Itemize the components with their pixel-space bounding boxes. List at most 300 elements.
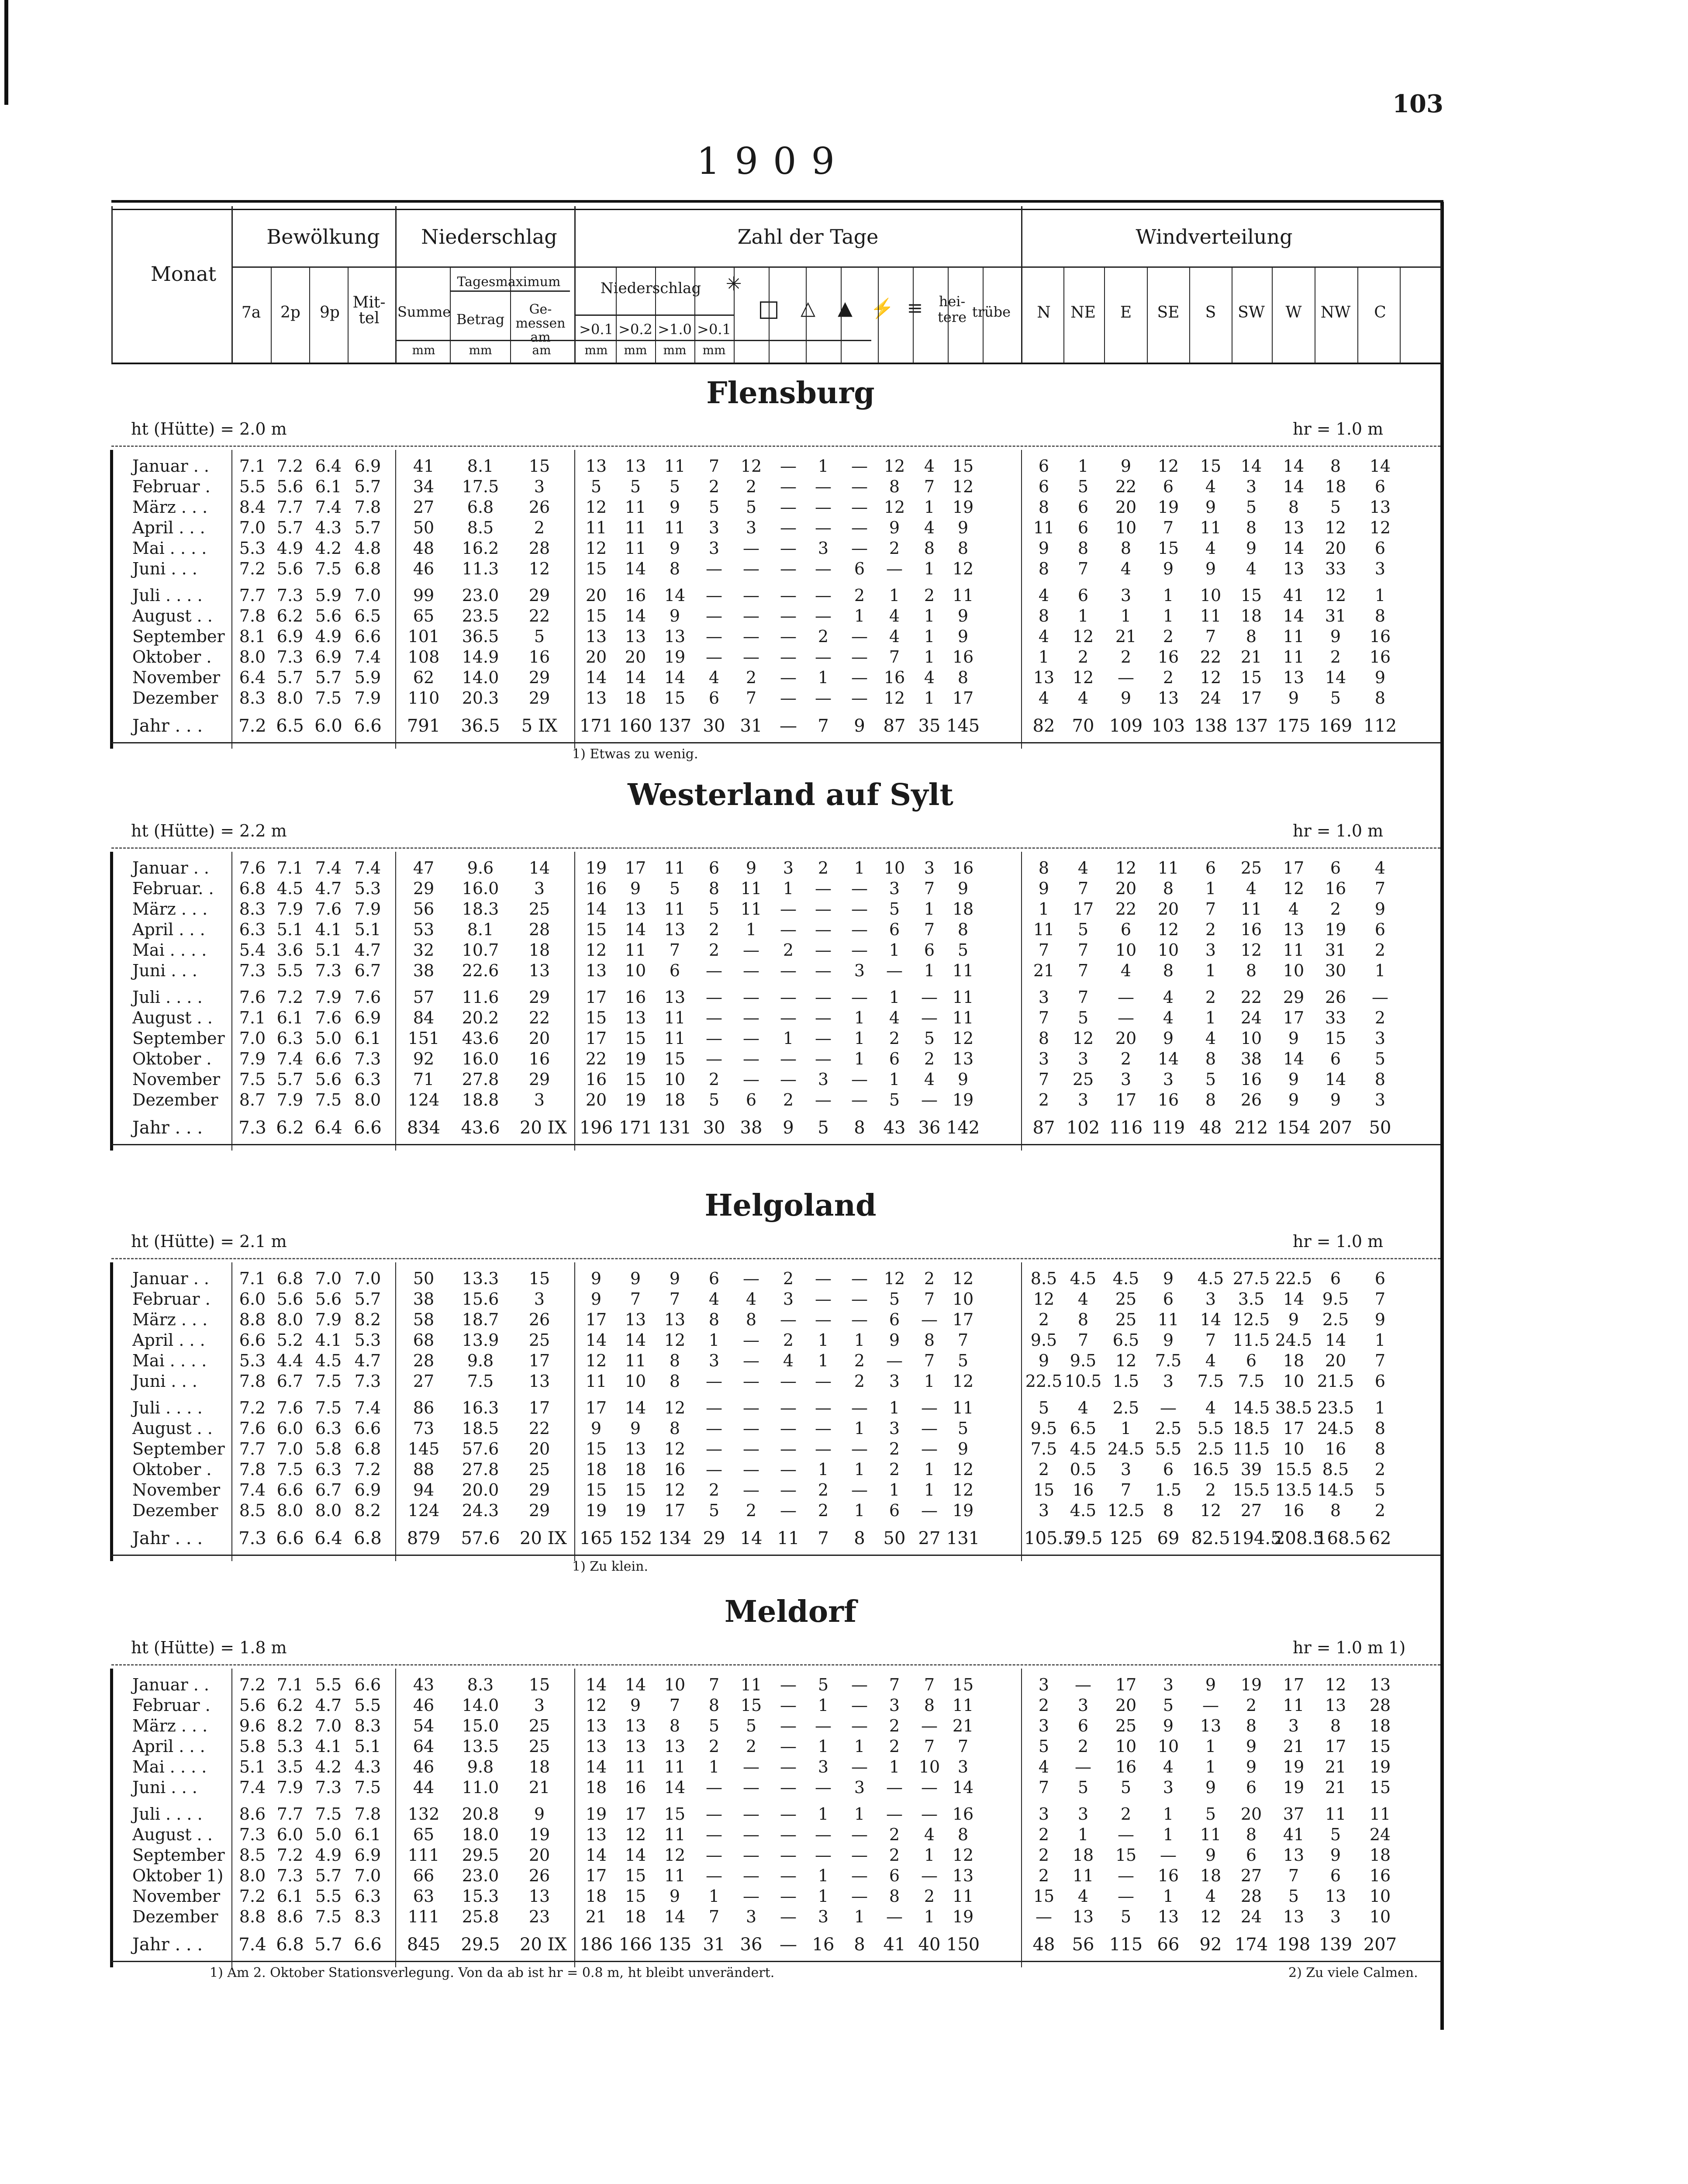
table-cell: 1 — [854, 1419, 865, 1438]
table-cell: 14 — [625, 668, 646, 687]
month-label: Januar . . — [132, 858, 209, 878]
table-cell: 8 — [1077, 1310, 1089, 1329]
table-cell: — — [780, 477, 797, 496]
table-cell: — — [743, 1269, 759, 1288]
year-cell: 87 — [883, 716, 906, 736]
table-cell: 8 — [708, 1310, 720, 1329]
table-cell: 145 — [407, 1439, 440, 1458]
table-cell: 7 — [924, 1351, 935, 1370]
table-cell: 12 — [952, 1480, 974, 1500]
table-cell: — — [780, 1737, 797, 1756]
table-cell: — — [706, 1008, 722, 1027]
table-cell: — — [851, 477, 868, 496]
table-cell: 11 — [952, 1008, 974, 1027]
table-cell: 4 — [708, 1289, 720, 1309]
table-cell: 13 — [1157, 688, 1179, 708]
table-cell: 2 — [889, 1825, 900, 1844]
table-cell: 11 — [952, 1887, 974, 1906]
table-cell: 15 — [585, 559, 607, 578]
table-cell: 8.0 — [239, 1866, 266, 1885]
table-cell: 25 — [1072, 1070, 1094, 1089]
table-cell: 12 — [664, 1845, 686, 1865]
table-cell: 3 — [534, 1696, 545, 1715]
table-cell: 4.2 — [315, 1757, 342, 1776]
table-cell: 5.6 — [315, 1289, 342, 1309]
table-cell: 9 — [1163, 559, 1174, 578]
table-cell: 6 — [889, 1049, 900, 1068]
table-cell: 7.4 — [315, 858, 342, 878]
table-cell: 7.9 — [354, 688, 381, 708]
table-cell: 33 — [1325, 559, 1346, 578]
table-cell: 7.0 — [354, 1866, 381, 1885]
table-cell: 2 — [889, 1845, 900, 1865]
table-cell: — — [851, 1757, 868, 1776]
table-row — [111, 1480, 1440, 1498]
table-cell: 7 — [889, 647, 900, 667]
table-cell: 8 — [1374, 688, 1386, 708]
table-cell: 29 — [528, 1480, 550, 1500]
table-row — [111, 1778, 1440, 1795]
table-cell: 4 — [924, 1070, 935, 1089]
table-cell: 17 — [1072, 899, 1094, 919]
table-cell: 16 — [585, 1070, 607, 1089]
table-cell: — — [780, 1310, 797, 1329]
table-row — [111, 961, 1440, 978]
table-cell: 11.5 — [1232, 1330, 1270, 1350]
table-cell: 1 — [924, 606, 935, 625]
table-cell: 12 — [1200, 1907, 1222, 1926]
table-cell: — — [780, 1845, 797, 1865]
table-cell: 8 — [1330, 1716, 1341, 1735]
table-cell: 8 — [1038, 559, 1049, 578]
station-gauge-height: hr = 1.0 m 1) — [1293, 1638, 1406, 1657]
table-cell: — — [706, 1866, 722, 1885]
table-cell: 15.3 — [462, 1887, 499, 1906]
table-cell: 58 — [413, 1310, 435, 1329]
table-cell: 1 — [924, 961, 935, 980]
header-threshold-rule — [574, 314, 734, 316]
table-cell: 1 — [1038, 647, 1049, 667]
table-cell: 15 — [1325, 1029, 1346, 1048]
header-gemessen: Ge-messen am — [515, 302, 566, 345]
table-cell: — — [886, 559, 903, 578]
year-cell: 154 — [1277, 1118, 1311, 1138]
table-cell: 16 — [528, 647, 550, 667]
year-cell: 92 — [1199, 1935, 1222, 1955]
table-row — [111, 627, 1440, 644]
table-cell: — — [780, 1804, 797, 1824]
table-cell: 12 — [952, 1372, 974, 1391]
table-cell: 22 — [585, 1049, 607, 1068]
table-cell: 19 — [585, 858, 607, 878]
month-label: August . . — [132, 1419, 213, 1438]
year-cell: 29 — [703, 1528, 725, 1548]
year-cell: 207 — [1319, 1118, 1353, 1138]
table-cell: 23 — [528, 1907, 550, 1926]
year-cell: 29.5 — [461, 1935, 500, 1955]
table-cell: 6 — [1330, 1866, 1341, 1885]
table-cell: 6.1 — [276, 1008, 304, 1027]
year-cell: 20 IX — [520, 1935, 567, 1955]
header-minor-divider — [309, 266, 310, 363]
header-minor-divider — [1104, 266, 1105, 363]
table-cell: 2 — [1077, 647, 1089, 667]
header-summe: Summe — [397, 304, 451, 320]
table-cell: 27.8 — [462, 1070, 499, 1089]
table-cell: 2 — [1205, 988, 1216, 1007]
table-cell: 94 — [413, 1480, 435, 1500]
table-cell: 4.1 — [315, 1330, 342, 1350]
table-cell: 3 — [889, 1696, 900, 1715]
year-cell: 105.5 — [1024, 1528, 1074, 1548]
table-cell: 14 — [664, 1907, 686, 1926]
header-unit-t1: mm — [584, 343, 608, 357]
table-cell: 7 — [1077, 940, 1089, 960]
table-cell: 21 — [1325, 1757, 1346, 1776]
month-label: August . . — [132, 1825, 213, 1844]
table-cell: 12 — [952, 559, 974, 578]
month-label: Juni . . . — [132, 1372, 197, 1391]
table-cell: 17 — [585, 1029, 607, 1048]
table-cell: 7 — [1038, 1008, 1049, 1027]
table-cell: 4 — [1246, 559, 1257, 578]
table-cell: 5.7 — [315, 1866, 342, 1885]
table-cell: 25 — [528, 899, 550, 919]
table-cell: 4.5 — [276, 879, 304, 898]
table-cell: 3 — [818, 1757, 829, 1776]
table-cell: 101 — [407, 627, 440, 646]
month-label: Oktober . — [132, 1460, 212, 1479]
table-row — [111, 1804, 1440, 1822]
table-cell: 8 — [889, 1887, 900, 1906]
table-cell: 7 — [957, 1330, 969, 1350]
table-cell: — — [780, 1008, 797, 1027]
table-cell: 5 — [708, 1090, 720, 1109]
table-cell: 18 — [528, 1757, 550, 1776]
table-cell: — — [1372, 988, 1388, 1007]
year-cell: 137 — [1234, 716, 1268, 736]
table-cell: — — [815, 498, 832, 517]
table-cell: 12 — [1072, 1029, 1094, 1048]
table-cell: 6 — [889, 1866, 900, 1885]
table-cell: 4.3 — [315, 518, 342, 537]
table-cell: 9 — [630, 1696, 641, 1715]
table-cell: 54 — [413, 1716, 435, 1735]
header-wind-w: W — [1285, 304, 1302, 321]
table-cell: 20.2 — [462, 1008, 499, 1027]
table-row — [111, 518, 1440, 536]
header-minor-divider — [1063, 266, 1064, 363]
table-cell: 16.5 — [1192, 1460, 1229, 1479]
table-cell: 17.5 — [462, 477, 499, 496]
table-cell: 6 — [889, 920, 900, 939]
table-cell: 19 — [952, 498, 974, 517]
table-cell: 8 — [708, 1696, 720, 1715]
year-cell: 7.2 — [238, 716, 266, 736]
table-cell: 15 — [1033, 1480, 1055, 1500]
table-cell: 6.3 — [239, 920, 266, 939]
body-divider — [574, 450, 575, 749]
table-cell: 5.3 — [239, 1351, 266, 1370]
table-cell: 39 — [1240, 1460, 1262, 1479]
table-cell: 4 — [1205, 1029, 1216, 1048]
table-cell: 9.6 — [467, 858, 494, 878]
table-cell: 1 — [1163, 1804, 1174, 1824]
table-cell: 7.3 — [315, 1778, 342, 1797]
year-cell: 8 — [854, 1935, 865, 1955]
year-total-row — [111, 1118, 1440, 1138]
table-cell: 14.0 — [462, 1696, 499, 1715]
table-cell: — — [886, 1804, 903, 1824]
table-cell: 9 — [630, 1269, 641, 1288]
table-cell: 19 — [585, 1501, 607, 1520]
table-cell: 18 — [585, 1778, 607, 1797]
header-niederschlag: Niederschlag — [421, 225, 557, 249]
table-cell: 6.4 — [239, 668, 266, 687]
table-cell: 8 — [669, 1372, 680, 1391]
table-cell: 3 — [534, 1090, 545, 1109]
table-cell: 13 — [528, 961, 550, 980]
table-cell: 6.4 — [315, 456, 342, 476]
table-cell: 5.7 — [354, 518, 381, 537]
header-minor-divider — [450, 266, 451, 363]
table-cell: 6 — [1374, 1372, 1386, 1391]
table-cell: 13 — [664, 1737, 686, 1756]
table-cell: 12 — [1157, 456, 1179, 476]
table-cell: 13.5 — [462, 1737, 499, 1756]
table-cell: 21 — [1240, 647, 1262, 667]
table-cell: 24.5 — [1107, 1439, 1145, 1458]
table-cell: 7 — [708, 1907, 720, 1926]
table-cell: 28 — [528, 920, 550, 939]
table-cell: — — [743, 559, 759, 578]
table-cell: 4 — [1077, 1887, 1089, 1906]
header-minor-divider — [948, 266, 949, 363]
table-cell: 18 — [625, 688, 646, 708]
table-cell: 11 — [664, 1757, 686, 1776]
table-cell: — — [706, 1419, 722, 1438]
table-cell: 4 — [1163, 1008, 1174, 1027]
table-cell: — — [780, 961, 797, 980]
table-cell: 1 — [1205, 1737, 1216, 1756]
table-cell: 9.6 — [239, 1716, 266, 1735]
table-cell: — — [921, 1866, 938, 1885]
table-cell: 1 — [818, 1737, 829, 1756]
table-cell: 1 — [1205, 961, 1216, 980]
header-nieder-days: Niederschlag — [600, 280, 701, 297]
table-cell: 19 — [952, 1501, 974, 1520]
year-cell: 150 — [946, 1935, 980, 1955]
table-cell: — — [1118, 988, 1134, 1007]
table-cell: 9 — [957, 606, 969, 625]
table-cell: 11.5 — [1232, 1439, 1270, 1458]
table-cell: 1.5 — [1112, 1372, 1139, 1391]
table-cell: 1 — [783, 1029, 794, 1048]
table-cell: 15 — [664, 1804, 686, 1824]
table-cell: 29 — [528, 688, 550, 708]
table-cell: 1 — [1374, 586, 1386, 605]
year-cell: 43.6 — [461, 1118, 500, 1138]
table-cell: — — [851, 1480, 868, 1500]
table-cell: 17 — [585, 1866, 607, 1885]
table-cell: 7.5 — [1197, 1372, 1224, 1391]
table-cell: 10 — [1115, 1737, 1137, 1756]
table-cell: 4 — [708, 668, 720, 687]
table-cell: 14 — [625, 1398, 646, 1417]
table-cell: 11 — [1033, 518, 1055, 537]
table-cell: 16.2 — [462, 539, 499, 558]
table-cell: 6.0 — [276, 1419, 304, 1438]
table-cell: 11 — [664, 1029, 686, 1048]
table-cell: — — [1118, 668, 1134, 687]
table-cell: 1 — [854, 606, 865, 625]
table-cell: 7.6 — [239, 988, 266, 1007]
table-cell: 8 — [957, 1825, 969, 1844]
table-cell: 12 — [952, 1269, 974, 1288]
table-cell: 2 — [746, 477, 757, 496]
month-label: Februar . — [132, 477, 211, 496]
table-cell: 5.5 — [1155, 1439, 1182, 1458]
table-cell: 9 — [957, 879, 969, 898]
table-cell: 17 — [952, 688, 974, 708]
table-cell: 10 — [1240, 1029, 1262, 1048]
year-bottom-rule — [111, 1144, 1440, 1145]
table-cell: 5 — [708, 498, 720, 517]
table-cell: 1 — [889, 988, 900, 1007]
year-total-row — [111, 716, 1440, 736]
table-cell: 7 — [924, 1675, 935, 1694]
table-cell: 1 — [924, 1372, 935, 1391]
table-cell: — — [706, 1398, 722, 1417]
table-cell: 9 — [1205, 1675, 1216, 1694]
table-cell: 5.8 — [315, 1439, 342, 1458]
table-cell: 3 — [1374, 559, 1386, 578]
header-unit-rule — [395, 340, 871, 341]
table-cell: 1 — [1205, 1008, 1216, 1027]
table-cell: 7.9 — [354, 899, 381, 919]
table-cell: 11 — [1283, 1696, 1305, 1715]
table-cell: — — [743, 1866, 759, 1885]
table-cell: 20.0 — [462, 1480, 499, 1500]
table-cell: 11 — [1369, 1804, 1391, 1824]
table-cell: 24 — [1369, 1825, 1391, 1844]
table-cell: — — [743, 1757, 759, 1776]
table-cell: — — [851, 688, 868, 708]
table-cell: 15 — [1369, 1737, 1391, 1756]
table-cell: 3 — [534, 477, 545, 496]
table-cell: 12 — [1072, 668, 1094, 687]
table-cell: 15 — [585, 920, 607, 939]
table-cell: 4.5 — [1070, 1269, 1097, 1288]
table-cell: 16 — [625, 1778, 646, 1797]
year-cell: 109 — [1109, 716, 1143, 736]
table-cell: 7.5 — [354, 1778, 381, 1797]
table-cell: — — [851, 1696, 868, 1715]
year-cell: 135 — [658, 1935, 692, 1955]
table-cell: 5.5 — [239, 477, 266, 496]
table-cell: 5.2 — [276, 1330, 304, 1350]
table-cell: 7.9 — [276, 899, 304, 919]
header-subrule — [231, 266, 1440, 268]
table-cell: 7.6 — [315, 899, 342, 919]
table-cell: — — [1075, 1757, 1091, 1776]
table-cell: 8.2 — [276, 1716, 304, 1735]
table-cell: 15 — [740, 1696, 762, 1715]
table-cell: 14 — [664, 1778, 686, 1797]
table-cell: 13 — [1369, 498, 1391, 517]
table-cell: 26 — [1240, 1090, 1262, 1109]
table-cell: 3 — [1038, 1716, 1049, 1735]
table-cell: 2 — [1038, 1696, 1049, 1715]
table-cell: 22.5 — [1025, 1372, 1063, 1391]
table-cell: 1 — [854, 858, 865, 878]
table-cell: 7.5 — [1030, 1439, 1057, 1458]
table-cell: — — [851, 498, 868, 517]
table-cell: 27 — [413, 498, 435, 517]
header-unit-t4: mm — [702, 343, 726, 357]
table-cell: — — [780, 668, 797, 687]
header-wind-nw: NW — [1320, 304, 1351, 321]
table-cell: 1 — [1205, 1757, 1216, 1776]
table-row — [111, 1907, 1440, 1925]
year-label: Jahr . . . — [132, 1528, 203, 1548]
table-cell: 9.5 — [1030, 1330, 1057, 1350]
table-cell: 6 — [708, 1269, 720, 1288]
table-cell: 3 — [1038, 1049, 1049, 1068]
table-cell: 18.0 — [462, 1825, 499, 1844]
table-cell: 12 — [1369, 518, 1391, 537]
table-cell: 4 — [746, 1289, 757, 1309]
table-cell: 13 — [585, 1825, 607, 1844]
body-divider — [395, 852, 396, 1151]
body-divider — [231, 450, 232, 749]
header-minor-divider — [841, 266, 842, 363]
table-cell: — — [780, 647, 797, 667]
table-cell: 18 — [952, 899, 974, 919]
table-cell: 1 — [708, 1330, 720, 1350]
header-bewoelkung: Bewölkung — [266, 225, 380, 249]
header-minor-divider — [348, 266, 349, 363]
table-cell: 5.6 — [276, 477, 304, 496]
table-cell: 3 — [1374, 1090, 1386, 1109]
table-cell: 7 — [924, 879, 935, 898]
table-cell: 4 — [1205, 539, 1216, 558]
table-cell: 6.1 — [276, 1887, 304, 1906]
table-cell: 8.6 — [276, 1907, 304, 1926]
table-cell: — — [815, 940, 832, 960]
table-cell: 4 — [924, 518, 935, 537]
month-label: Juni . . . — [132, 559, 197, 578]
table-cell: — — [780, 586, 797, 605]
month-label: Februar. . — [132, 879, 214, 898]
year-cell: 198 — [1277, 1935, 1311, 1955]
table-cell: 3 — [1077, 1696, 1089, 1715]
table-cell: 16 — [1240, 920, 1262, 939]
table-cell: 14 — [585, 668, 607, 687]
table-cell: 7.0 — [239, 1029, 266, 1048]
table-cell: 13 — [664, 988, 686, 1007]
table-cell: 11 — [1240, 899, 1262, 919]
table-cell: 65 — [413, 606, 435, 625]
table-cell: 9 — [957, 518, 969, 537]
table-cell: 1 — [924, 688, 935, 708]
year-bottom-rule — [111, 742, 1440, 743]
year-cell: 174 — [1234, 1935, 1268, 1955]
month-label: Juli . . . . — [132, 1804, 203, 1824]
table-cell: 15 — [1200, 456, 1222, 476]
table-cell: 11 — [1033, 920, 1055, 939]
table-cell: 3 — [708, 1351, 720, 1370]
